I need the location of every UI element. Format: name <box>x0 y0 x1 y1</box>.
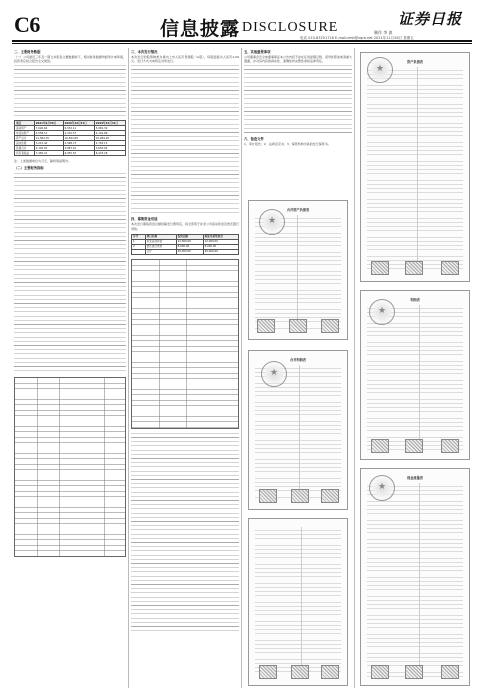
table-cell: 资产总计 <box>15 136 35 141</box>
scanned-parent-balance-sheet <box>360 52 470 282</box>
table-cell: 12,000.00 <box>176 239 203 244</box>
filler-text <box>14 173 126 373</box>
signature-stamp <box>259 489 277 503</box>
table-cell: 7,482.21 <box>34 151 63 156</box>
scanned-parent-income-statement <box>360 290 470 460</box>
signature-stamp <box>371 665 389 679</box>
scan-table-lines <box>367 483 463 677</box>
scan-title: 利润表 <box>410 298 420 302</box>
table-header-cell: 2021年9月30日 <box>34 121 63 126</box>
table-cell: 4,102.55 <box>34 146 63 151</box>
table-cell: 流动负债 <box>15 141 35 146</box>
scan-title: 合并利润表 <box>290 358 306 362</box>
company-seal <box>261 361 287 387</box>
table-cell: 6,532.11 <box>63 126 94 131</box>
table-header-cell: 项目名称 <box>145 234 176 239</box>
table-cell: 流动资产 <box>15 126 35 131</box>
table-cell: 6,955.52 <box>63 151 94 156</box>
section-heading: 四、募集资金用途 <box>131 217 158 222</box>
scan-table-lines <box>255 527 341 677</box>
signature-stamp <box>441 439 459 453</box>
table-cell: 偿还银行贷款 <box>145 244 176 249</box>
scan-title: 合并资产负债表 <box>286 208 310 212</box>
column-divider <box>128 48 129 688</box>
company-seal <box>369 299 395 325</box>
table-header-cell: 拟使用募集资金 <box>203 234 238 239</box>
table-row <box>15 151 126 156</box>
company-seal <box>369 475 395 501</box>
body-paragraph: （一）公司最近三年及一期合并报表主要数据如下，相关财务数据均经审计或审阅，投资者应结合报告全文阅读。 <box>14 55 126 64</box>
masthead-rule-thick <box>12 40 472 42</box>
signature-stamp <box>371 439 389 453</box>
scanned-income-statement <box>248 350 348 510</box>
scan-title: 资产负债表 <box>407 60 423 64</box>
signature-stamp <box>259 665 277 679</box>
table-cell: 4,102.88 <box>94 131 125 136</box>
table-header-cell: 2019年12月31日 <box>94 121 125 126</box>
table-cell: 8,000.00 <box>203 244 238 249</box>
table-cell: 3,887.16 <box>63 146 94 151</box>
signature-stamp <box>289 319 307 333</box>
scan-column-line <box>301 527 302 677</box>
table-cell: 20,000.00 <box>203 249 238 254</box>
contact-date-line: 电话 010-83251716 E-mail:zmb@zqrb.net 2021年11月26日 星期五 <box>300 36 414 40</box>
table-cell: 4,310.57 <box>63 131 94 136</box>
editor-line: 制作 李 波 <box>374 30 393 35</box>
section-heading: 二、主要财务数据 <box>14 50 41 54</box>
signature-stamp <box>257 319 275 333</box>
filler-text <box>131 433 239 633</box>
table-cell: 8,000.00 <box>176 244 203 249</box>
scan-table-lines <box>367 67 463 273</box>
column-divider <box>354 48 355 688</box>
table-placeholder <box>131 259 239 429</box>
signature-stamp <box>405 439 423 453</box>
table-cell: 2,765.15 <box>94 141 125 146</box>
table-header-cell: 2020年12月31日 <box>63 121 94 126</box>
table-header-cell: 序号 <box>132 234 146 239</box>
body-paragraph: 1、审计报告；2、法律意见书；3、保荐机构出具的发行保荐书。 <box>244 142 331 147</box>
signature-stamp <box>321 489 339 503</box>
table-cell: 3,215.40 <box>34 141 63 146</box>
table-cell: 10,842.68 <box>63 136 94 141</box>
scan-column-line <box>419 305 420 451</box>
table-cell: 4,558.12 <box>34 131 63 136</box>
table-cell: 2,998.73 <box>63 141 94 146</box>
table-cell: 5,981.32 <box>94 126 125 131</box>
scan-title: 现金流量表 <box>407 476 423 480</box>
scan-column-line <box>417 67 418 273</box>
table-row <box>132 249 239 254</box>
signature-stamp <box>371 261 389 275</box>
table-cell: 6,433.28 <box>94 151 125 156</box>
signature-stamp <box>441 665 459 679</box>
scan-column-line <box>297 215 298 331</box>
section-title-en: DISCLOSURE <box>242 20 339 35</box>
table-cell: 非流动资产 <box>15 131 35 136</box>
signature-stamp <box>405 665 423 679</box>
scan-column-line <box>419 483 420 677</box>
signature-stamp <box>321 665 339 679</box>
table-cell: 12,000.00 <box>203 239 238 244</box>
masthead-rule-thin <box>12 43 472 44</box>
column-2 <box>131 48 239 688</box>
body-paragraph: 本次发行募集资金总额扣除发行费用后，将全部用于补充公司流动资金及偿还银行贷款。 <box>131 222 239 231</box>
table-note: 注：上述数据单位为万元，除特别说明外。 <box>14 159 72 164</box>
column-divider <box>241 48 242 688</box>
scan-column-line <box>299 365 300 501</box>
section-heading: 五、其他重要事项 <box>244 50 271 54</box>
section-title-cn: 信息披露 <box>160 18 241 40</box>
table-header-cell: 投资总额 <box>176 234 203 239</box>
table-placeholder <box>14 377 126 557</box>
table-header-cell: 项目 <box>15 121 35 126</box>
table-cell: 补充流动资金 <box>145 239 176 244</box>
fund-usage-table <box>131 234 239 255</box>
filler-text <box>14 65 126 117</box>
section-heading: 三、本次发行情况 <box>131 50 158 54</box>
table-cell: 11,584.76 <box>34 136 63 141</box>
table-cell: 合计 <box>145 249 176 254</box>
signature-stamp <box>291 665 309 679</box>
column-1 <box>14 48 126 688</box>
table-cell: 7,026.64 <box>34 126 63 131</box>
scanned-balance-sheet <box>248 200 348 340</box>
section-heading: （二）主要财务指标 <box>14 165 44 170</box>
company-seal <box>259 209 285 235</box>
filler-text <box>131 65 239 215</box>
table-cell: 20,000.00 <box>176 249 203 254</box>
table-cell: 10,084.20 <box>94 136 125 141</box>
table-cell: 负债合计 <box>15 146 35 151</box>
signature-stamp <box>405 261 423 275</box>
newspaper-logo: 证券日报 <box>398 10 463 28</box>
signature-stamp <box>291 489 309 503</box>
body-paragraph: 本次发行的股票种类为境内上市人民币普通股（A股），每股面值为人民币1.00元。发行方式为向特定对象发行。 <box>131 55 239 64</box>
body-paragraph: 公司董事会及全体董事保证本公告内容不存在任何虚假记载、误导性陈述或者重大遗漏，并对其内容的真实性、准确性和完整性承担法律责任。 <box>244 55 352 64</box>
financial-table <box>14 120 126 156</box>
scanned-parent-cashflow-statement <box>360 468 470 686</box>
signature-stamp <box>321 319 339 333</box>
page-number: C6 <box>14 12 40 37</box>
scan-table-lines <box>367 305 463 451</box>
masthead <box>0 0 484 44</box>
scanned-cashflow-statement <box>248 518 348 686</box>
table-cell: 2 <box>132 244 146 249</box>
section-heading: 六、备查文件 <box>244 137 264 142</box>
table-cell <box>132 249 146 254</box>
table-cell: 3,650.92 <box>94 146 125 151</box>
table-cell: 所有者权益 <box>15 151 35 156</box>
filler-text <box>244 65 352 135</box>
table-cell: 1 <box>132 239 146 244</box>
company-seal <box>367 57 393 83</box>
signature-stamp <box>441 261 459 275</box>
